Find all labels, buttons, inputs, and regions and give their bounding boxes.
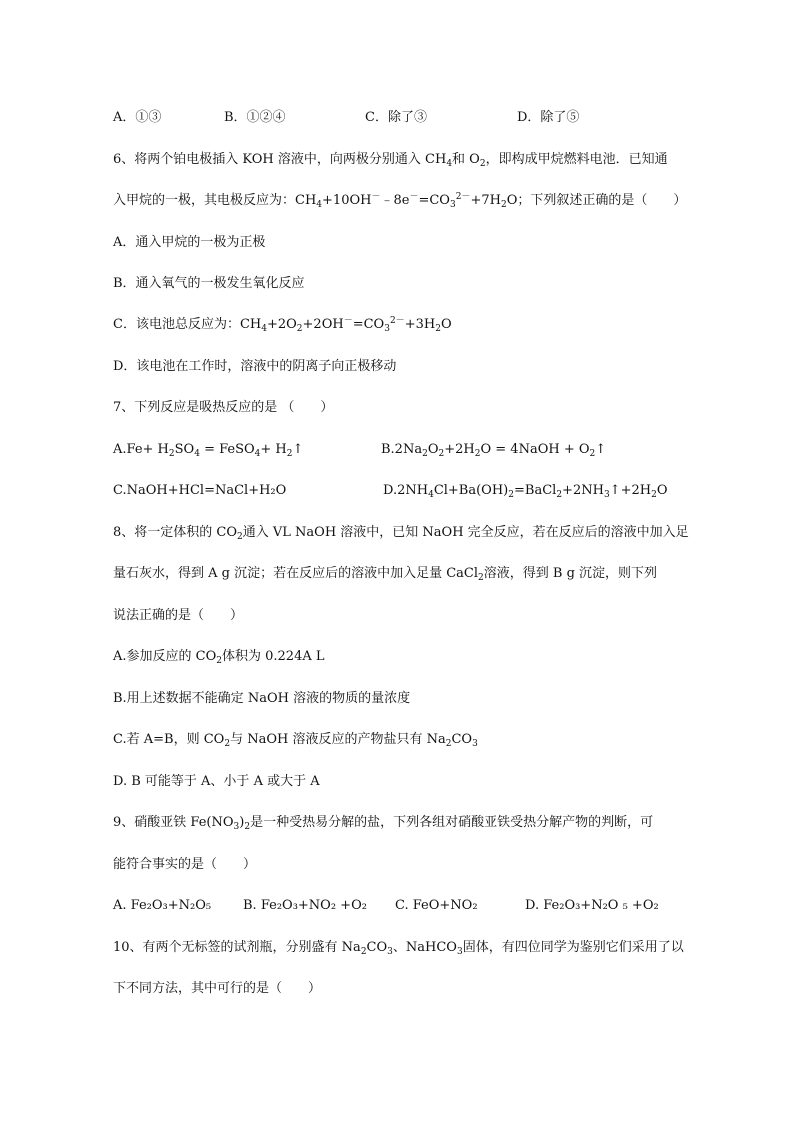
- q7-option-d: $D.2NH_4Cl+Ba(OH)_2=BaCl_2+2NH_3↑+2H_2O$: [383, 483, 668, 500]
- q5-option-a: A．①③: [113, 110, 162, 125]
- q8-option-c: C.若 A=B，则 $CO_2$与 NaOH 溶液反应的产物盐只有 $Na_2CO_3$: [113, 732, 478, 749]
- q6-stem-line1: 6、将两个铂电极插入 KOH 溶液中，向两极分别通入 $CH_4$和 $O_2$，即构成甲烷燃料电池．已知通: [113, 152, 668, 169]
- q10-stem-line2: 下不同方法，其中可行的是（ ）: [113, 981, 322, 996]
- q7-stem: 7、下列反应是吸热反应的是 （ ）: [113, 400, 334, 415]
- q5-option-b: B．①②④: [224, 110, 286, 125]
- q9-option-a: A. Fe₂O₃+N₂O₅: [113, 898, 212, 913]
- q9-option-b: B. Fe₂O₃+NO₂ +O₂: [243, 898, 367, 913]
- q9-option-d: D. Fe₂O₃+N₂O ₅ +O₂: [525, 898, 659, 913]
- q8-option-a: A.参加反应的 $CO_2$体积为 0.224A L: [113, 649, 325, 666]
- q6-option-b: B．通入氧气的一极发生氧化反应: [113, 276, 305, 291]
- q8-stem-line3: 说法正确的是（ ）: [113, 608, 244, 623]
- q8-stem-line2: 量石灰水，得到 A g 沉淀；若在反应后的溶液中加入足量 CaCl$_2$溶液，得到 B g 沉淀，则下列: [113, 566, 658, 583]
- q6-option-d: D．该电池在工作时，溶液中的阴离子向正极移动: [113, 359, 397, 374]
- q5-option-d: D．除了⑤: [517, 110, 580, 125]
- q9-stem-line1: 9、硝酸亚铁 $Fe(NO_3)_2$是一种受热易分解的盐，下列各组对硝酸亚铁受热分解产物的判断，可: [113, 815, 654, 832]
- q7-option-b: $B.2Na_2O_2+2H_2O$ = 4NaOH + $O_2↑$: [381, 442, 607, 459]
- q8-option-b: B.用上述数据不能确定 NaOH 溶液的物质的量浓度: [113, 691, 411, 706]
- q7-option-a: $A.Fe+ H_2SO_4$ = FeSO$_4$+ $H_2↑$: [113, 442, 304, 459]
- q7-option-c: C.NaOH+HCl=NaCl+H₂O: [113, 483, 287, 498]
- q9-stem-line2: 能符合事实的是（ ）: [113, 857, 257, 872]
- q10-stem-line1: 10、有两个无标签的试剂瓶，分别盛有 $Na_2CO_3$、NaHCO$_3$固体，有四位同学为鉴别它们采用了以: [113, 940, 684, 957]
- q8-option-d: D. B 可能等于 A、小于 A 或大于 A: [113, 774, 320, 789]
- q6-option-c: C．该电池总反应为：$CH_4+2O_2+2OH^-=CO_3^{2-}+3H_2O$: [113, 316, 452, 334]
- q9-option-c: C. FeO+NO₂: [395, 898, 478, 913]
- q6-option-a: A．通入甲烷的一极为正极: [113, 235, 266, 250]
- q5-option-c: C．除了③: [365, 110, 427, 125]
- q6-stem-line2: 入甲烷的一极，其电极反应为：$CH_4+10OH^-﹣8e^-=CO_3^{2-}+7H_2O$；下列叙述正确的是（ ）: [113, 192, 687, 210]
- q8-stem-line1: 8、将一定体积的 $CO_2$通入 VL NaOH 溶液中，已知 NaOH 完全反应，若在反应后的溶液中加入足: [113, 525, 689, 542]
